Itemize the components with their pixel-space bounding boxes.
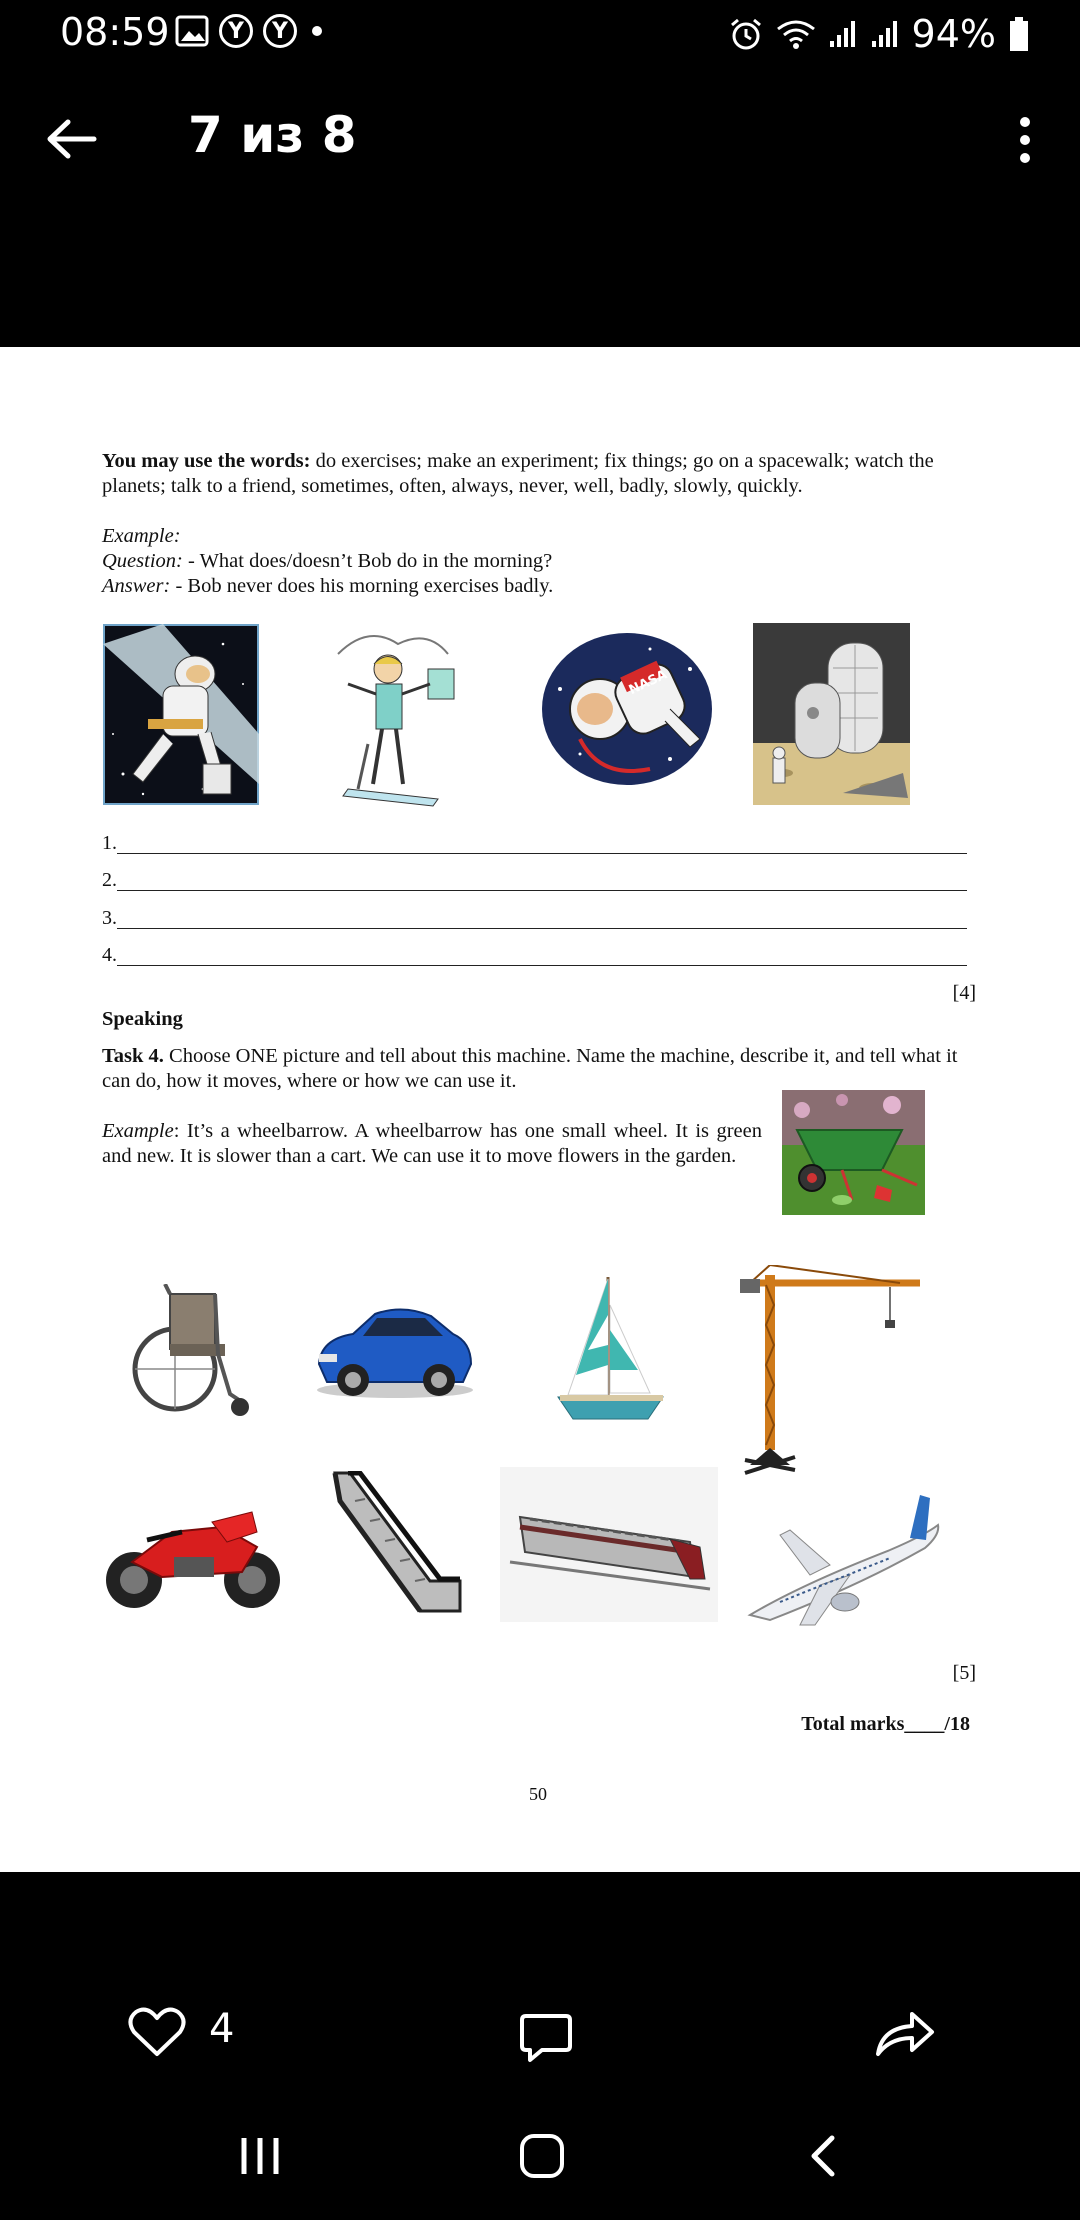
back-arrow-icon[interactable] bbox=[42, 114, 102, 164]
document-page bbox=[0, 347, 1080, 1872]
moon-base-image bbox=[753, 623, 910, 805]
tower-crane-image bbox=[740, 1265, 925, 1475]
answer-line-number: 3. bbox=[102, 907, 117, 929]
answer-line-3[interactable] bbox=[102, 907, 967, 931]
answer-line bbox=[102, 574, 977, 599]
gallery-icon bbox=[175, 15, 209, 47]
wheelchair-image bbox=[130, 1284, 260, 1419]
status-notification-icons bbox=[175, 14, 327, 48]
nasa-astronaut-image bbox=[540, 629, 714, 789]
answer-line-1[interactable] bbox=[102, 832, 967, 856]
astronaut-spacewalk-image bbox=[103, 624, 259, 805]
yandex-icon-2: Y bbox=[263, 14, 297, 48]
answer-text: - Bob never does his morning exercises badly. bbox=[170, 575, 554, 597]
answer-line-number: 1. bbox=[102, 832, 117, 854]
dot-icon bbox=[307, 21, 327, 41]
task4-paragraph bbox=[102, 1044, 977, 1094]
app-bar bbox=[0, 100, 1080, 180]
example2-text: : It’s a wheelbarrow. A wheelbarrow has one small wheel. It is green and new. It is slower than a cart. We can use it to move flowers in the garden. bbox=[102, 1120, 762, 1167]
example2-paragraph bbox=[102, 1119, 762, 1169]
car-image bbox=[313, 1294, 475, 1404]
task4-text: Choose ONE picture and tell about this machine. Name the machine, describe it, and tell what it can do, how it moves, where or how we can use it. bbox=[102, 1045, 958, 1092]
home-icon[interactable] bbox=[518, 2132, 566, 2180]
system-back-icon[interactable] bbox=[808, 2134, 838, 2178]
example2-label: Example bbox=[102, 1120, 174, 1142]
answer-line-number: 4. bbox=[102, 944, 117, 966]
answer-line-2[interactable] bbox=[102, 869, 967, 893]
status-time: 08:59 bbox=[60, 10, 170, 54]
nasa-logo-text: NASA bbox=[626, 667, 670, 699]
battery-icon bbox=[1008, 16, 1030, 52]
bottom-bar bbox=[0, 1872, 1080, 2220]
recent-apps-icon[interactable] bbox=[240, 2134, 280, 2178]
page-counter-title: 7 из 8 bbox=[188, 106, 357, 164]
share-icon[interactable] bbox=[874, 2010, 936, 2058]
likes-count: 4 bbox=[209, 2006, 235, 2052]
words-label: You may use the words: bbox=[102, 450, 311, 472]
marks-task4: [5] bbox=[952, 1662, 976, 1684]
answer-line-4[interactable] bbox=[102, 944, 967, 968]
train-image bbox=[500, 1467, 718, 1622]
speaking-heading: Speaking bbox=[102, 1008, 183, 1030]
heart-icon[interactable] bbox=[128, 2006, 186, 2058]
total-marks: Total marks____/18 bbox=[801, 1713, 970, 1735]
wheelbarrow-image bbox=[782, 1090, 925, 1215]
answer-line-number: 2. bbox=[102, 869, 117, 891]
question-text: - What does/doesn’t Bob do in the morning? bbox=[182, 550, 553, 572]
question-line bbox=[102, 549, 977, 574]
comment-icon[interactable] bbox=[520, 2012, 572, 2064]
status-bar bbox=[0, 0, 1080, 66]
wifi-icon bbox=[776, 17, 816, 51]
marks-task3: [4] bbox=[952, 982, 976, 1004]
answer-label: Answer: bbox=[102, 575, 171, 597]
status-system-icons bbox=[728, 12, 1030, 56]
example-label: Example: bbox=[102, 525, 181, 547]
task4-label: Task 4. bbox=[102, 1045, 164, 1067]
escalator-image bbox=[330, 1471, 465, 1613]
words-paragraph bbox=[102, 449, 977, 499]
motorcycle-image bbox=[102, 1502, 282, 1612]
more-options-icon[interactable] bbox=[1010, 110, 1040, 170]
airplane-image bbox=[740, 1490, 945, 1627]
sailboat-image bbox=[548, 1275, 668, 1427]
page-number: 50 bbox=[529, 1784, 547, 1804]
signal-icon-2 bbox=[870, 19, 900, 49]
alarm-icon bbox=[728, 16, 764, 52]
signal-icon bbox=[828, 19, 858, 49]
yandex-icon: Y bbox=[219, 14, 253, 48]
man-exercising-image bbox=[318, 624, 468, 809]
battery-percent: 94% bbox=[911, 12, 996, 56]
question-label: Question: bbox=[102, 550, 183, 572]
words-text: do exercises; make an experiment; fix things; go on a spacewalk; watch the planets; talk to a friend, sometimes, often, always, never, well, badly, slowly, quickly. bbox=[102, 450, 934, 497]
